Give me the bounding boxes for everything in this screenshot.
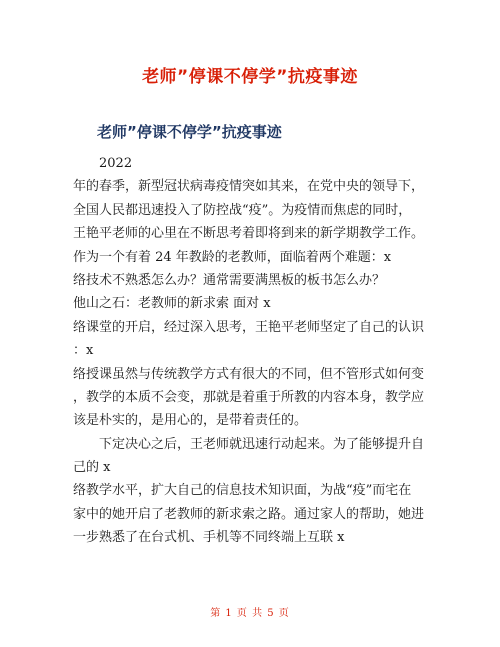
text-line: 王艳平老师的心里在不断思考着即将到来的新学期教学工作。 [73, 226, 425, 242]
text-line: 络技术不熟悉怎么办？通常需要满黑板的板书怎么办？ [73, 272, 386, 288]
text-line: 己的 x [73, 460, 111, 476]
body-text [73, 152, 438, 550]
document-title: 老师”停课不停学”抗疫事迹 [142, 67, 358, 87]
text-line: 作为一个有着 24 年教龄的老教师，面临着两个难题：x [73, 249, 392, 265]
text-line: 全国人民都迅速投入了防控战“疫”。为疫情而焦虑的同时， [73, 202, 412, 218]
text-line: 该是朴实的，是用心的，是带着责任的。 [73, 413, 308, 429]
text-line: 下定决心之后，王老师就迅速行动起来。为了能够提升自 [73, 436, 425, 452]
text-line: 一步熟悉了在台式机、手机等不同终端上互联 x [73, 530, 345, 546]
text-line: 络授课虽然与传统教学方式有很大的不同，但不管形式如何变 [73, 366, 425, 382]
text-line: ，教学的本质不会变，那就是着重于所教的内容本身，教学应 [73, 389, 425, 405]
section-heading: 老师”停课不停学”抗疫事迹 [97, 123, 282, 141]
text-line: 他山之石：老教师的新求索 面对 x [73, 296, 271, 312]
text-line: 家中的她开启了老教师的新求索之路。通过家人的帮助，她进 [73, 506, 425, 522]
text-line: 年的春季，新型冠状病毒疫情突如其来，在党中央的领导下， [73, 179, 425, 195]
text-line: 络课堂的开启，经过深入思考，王艳平老师坚定了自己的认识 [73, 319, 425, 335]
page-number-footer: 第 1 页 共 5 页 [210, 608, 290, 619]
text-line: 络教学水平，扩大自己的信息技术知识面，为战“疫”而宅在 [73, 483, 412, 499]
text-line: 2022 [73, 156, 133, 171]
text-line: ：x [73, 343, 94, 359]
